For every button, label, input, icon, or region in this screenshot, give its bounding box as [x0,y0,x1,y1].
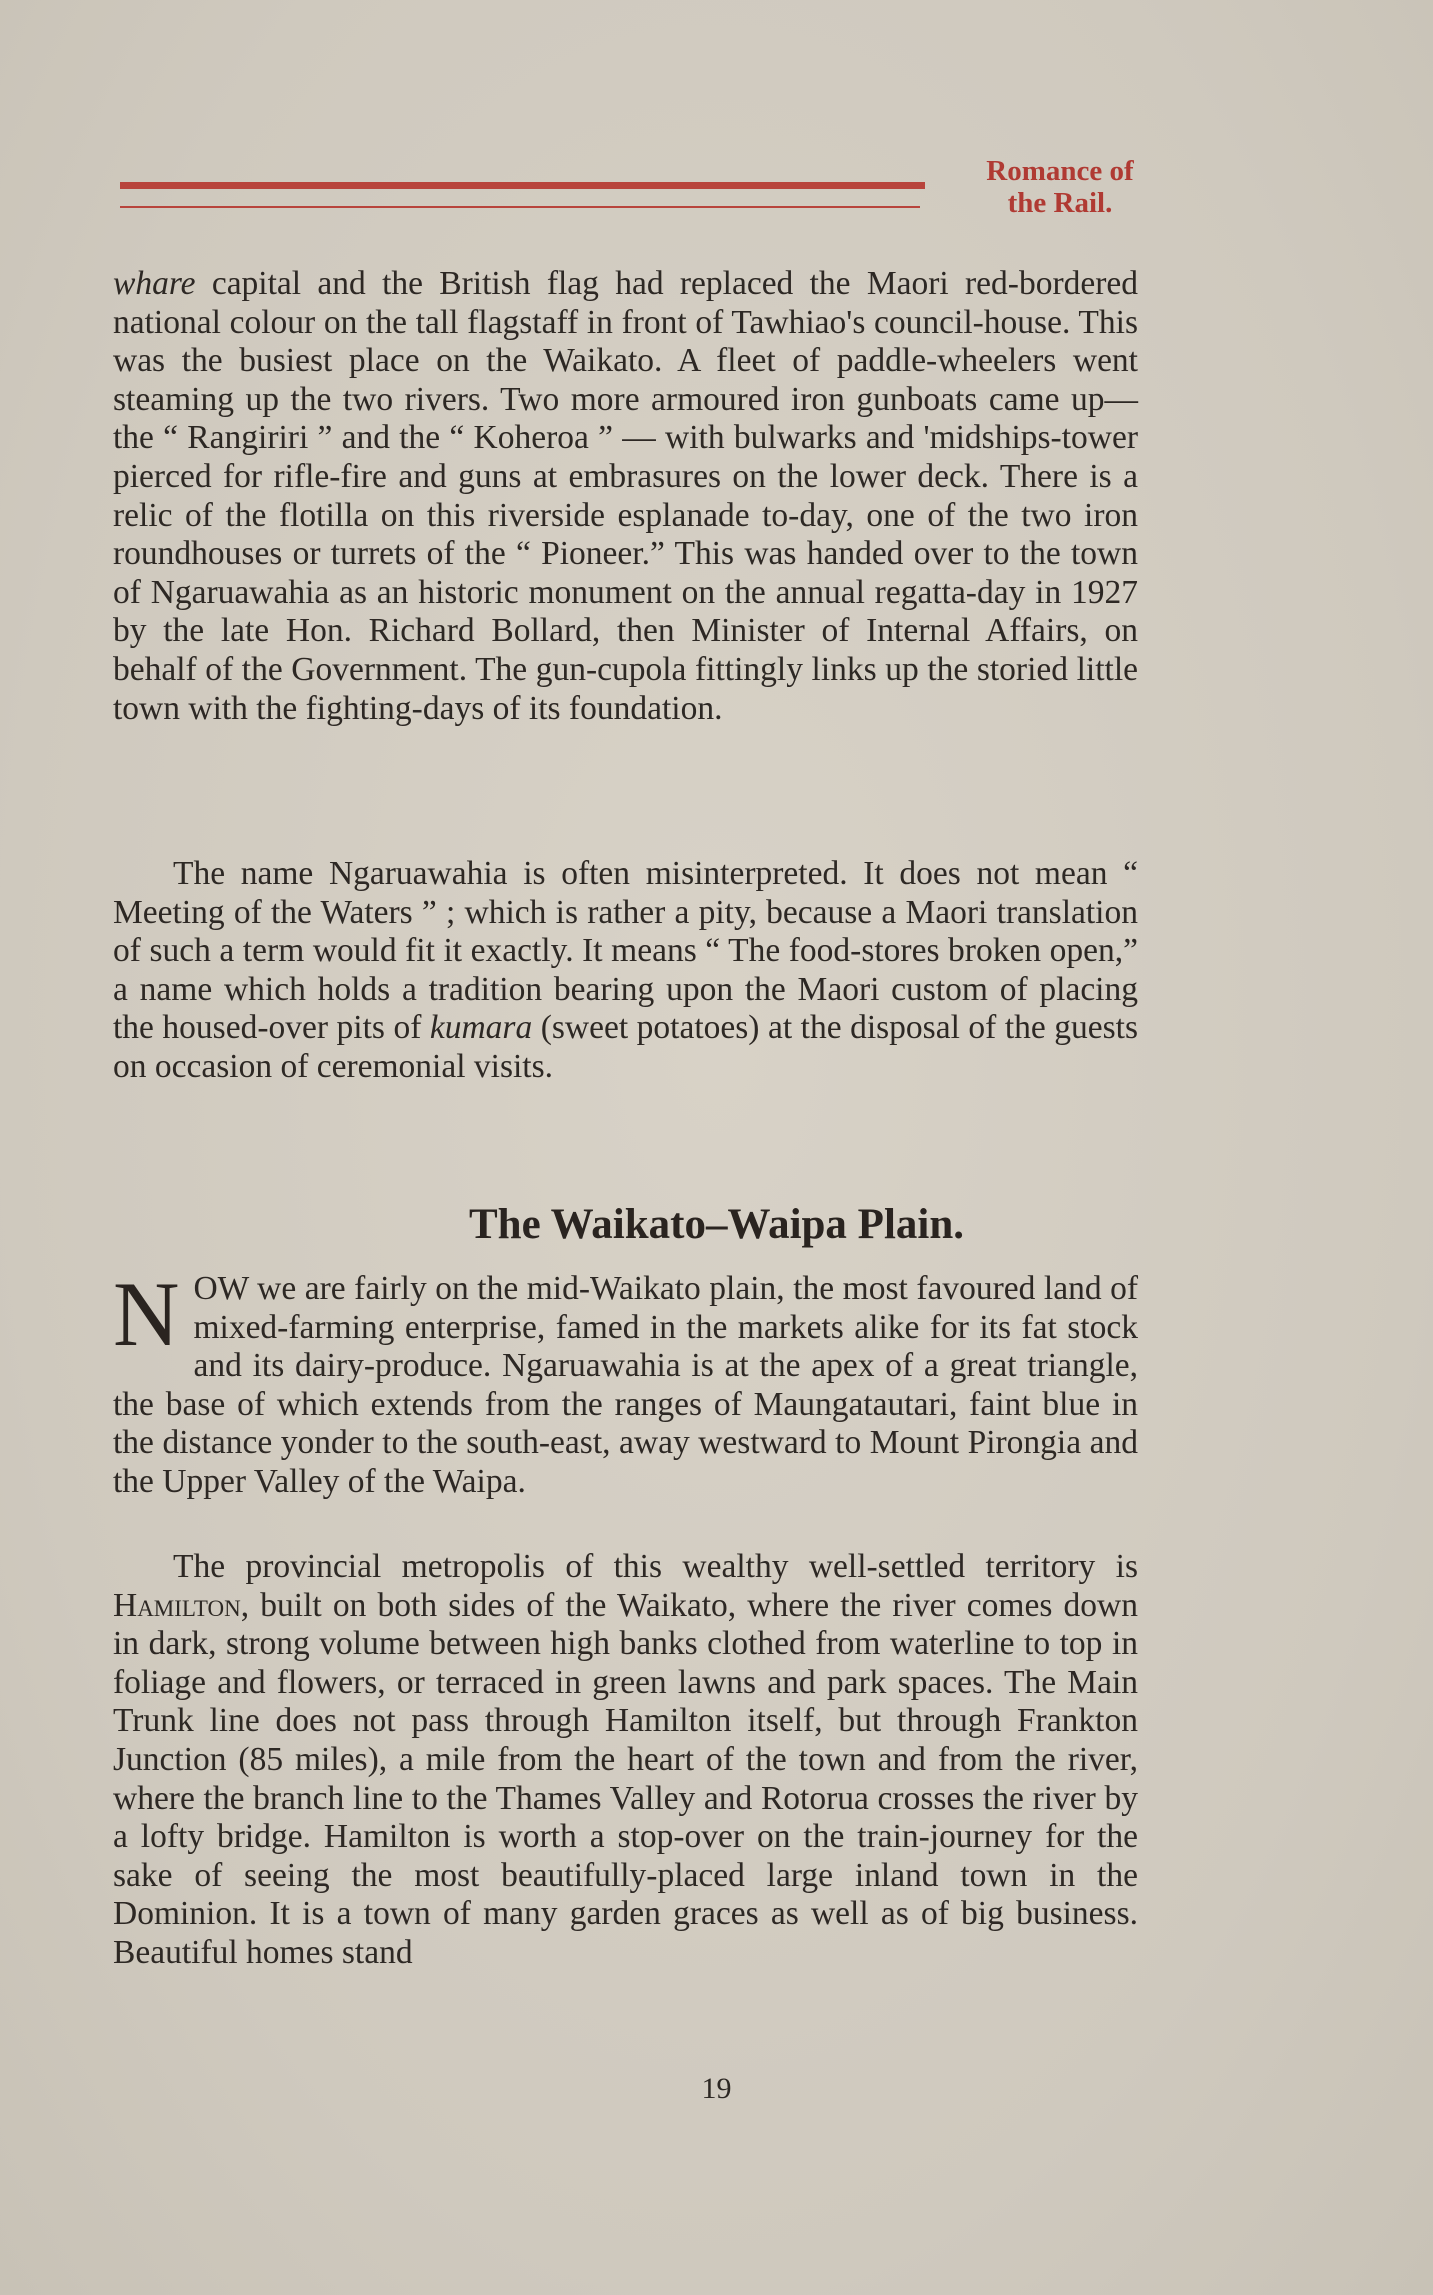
italic-word-kumara: kumara [429,1009,533,1047]
drop-cap: N [113,1263,180,1365]
running-head-line2: the Rail. [1007,187,1113,219]
paragraph-1-text: capital and the British flag had replaced the Maori red-bordered national colour on the tall flagstaff in front of Tawhiao's council-house. This was the busiest place on the Waikato. A fleet of paddle-wheelers went steaming up the two rivers. Two more armoured iron gunboats came up— the “ Rangiriri ” and the “ Koheroa ” — with bulwarks and 'midships-tower pierced for rifle-fire and guns at embrasures on the lower deck. There is a relic of the flotilla on this riverside esplanade to-day, one of the two iron roundhouses or turrets of the “ Pioneer.” This was handed over to the town of Ngaruawahia as an historic monument on the annual regatta-day in 1927 by the late Hon. Richard Bollard, then Minister of Internal Affairs, on behalf of the Government. The gun-cupola fittingly links up the storied little town with the fighting-days of its foundation. [113,265,1138,727]
small-caps-hamilton: Hamilton [113,1586,241,1624]
paragraph-3 [113,1263,1138,1502]
paragraph-4-text-a: The provincial metropolis of this wealthy well-settled territory is [173,1548,1138,1585]
page-number: 19 [701,2072,732,2105]
paragraph-2 [113,855,1138,1087]
paragraph-4 [113,1548,1138,1973]
header-rule-thin [120,206,920,208]
italic-word-whare: whare [113,265,196,302]
header-rule-thick [120,182,925,189]
paragraph-2-text-a: The name Ngaruawahia is often misinterpreted. It does not mean “ Meeting of the Waters ” ; which is rather a pity, because a Maori translation of such a term would fit it exactly. It means “ The food-stores broken open,” a name which holds a tradition bearing upon the Maori custom of placing the housed-over pits of [113,855,1138,1047]
running-head-line1: Romance of [986,155,1134,187]
paragraph-4-text-b: , built on both sides of the Waikato, where the river comes down in dark, strong volume between high banks clothed from waterline to top in foliage and flowers, or terraced in green lawns and park spaces. The Main Trunk line does not pass through Hamilton itself, but through Frankton Junction (85 miles), a mile from the heart of the town and from the river, where the branch line to the Thames Valley and Rotorua crosses the river by a lofty bridge. Hamilton is worth a stop-over on the train-journey for the sake of seeing the most beautifully-placed large inland town in the Dominion. It is a town of many garden graces as well as of big business. Beautiful homes stand [113,1586,1138,1971]
section-heading: The Waikato–Waipa Plain. [468,1201,965,1248]
paragraph-3-text: OW we are fairly on the mid-Waikato plain, the most favoured land of mixed-farming enterprise, famed in the markets alike for its fat stock and its dairy-produce. Ngaruawahia is at the apex of a great triangle, the base of which extends from the ranges of Maungatautari, faint blue in the distance yonder to the south-east, away westward to Mount Pirongia and the Upper Valley of the Waipa. [113,1270,1138,1500]
running-head [940,155,1180,219]
paragraph-1 [113,265,1138,728]
paragraph-2-text-b: (sweet potatoes) at the disposal of the guests on occasion of ceremonial visits. [113,1009,1138,1085]
